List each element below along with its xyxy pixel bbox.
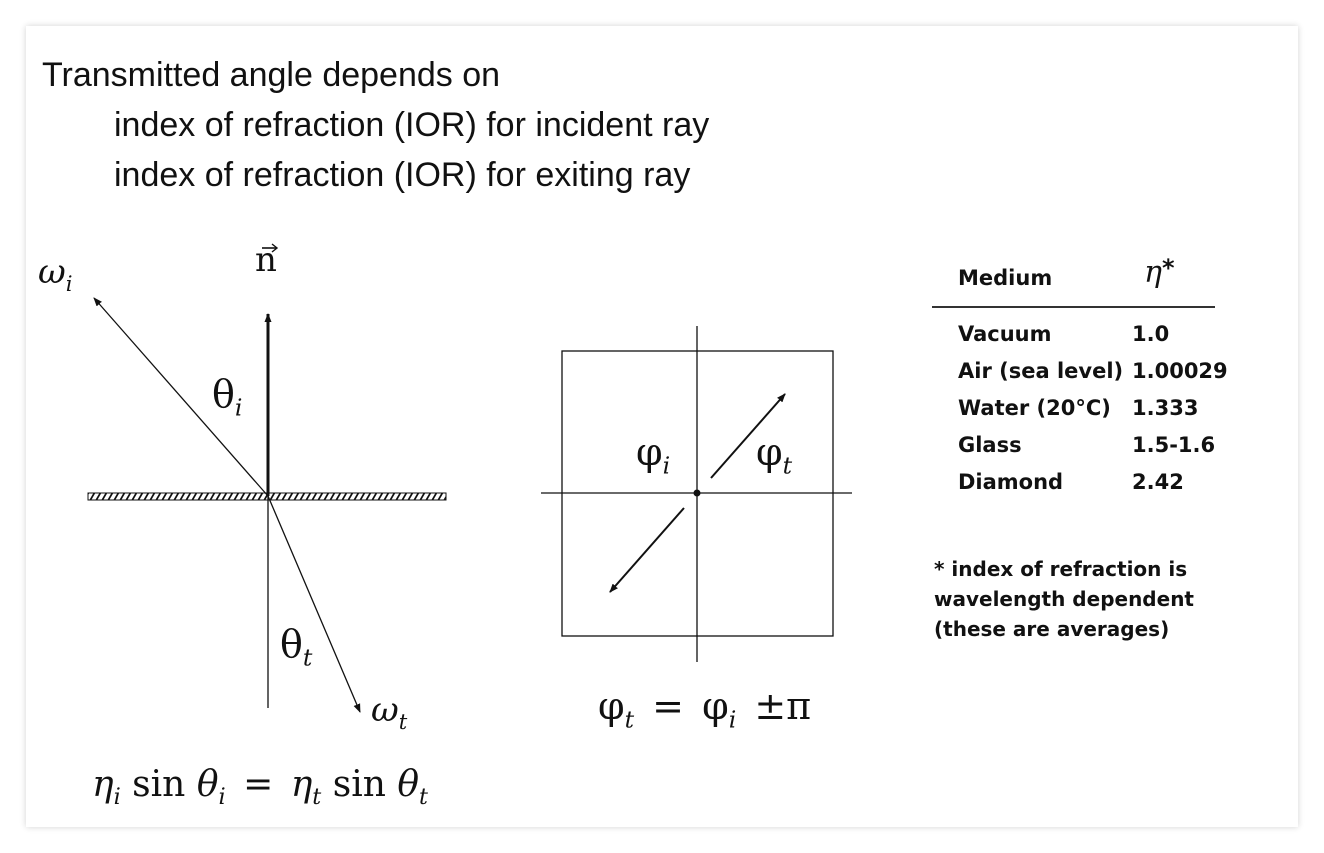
theta-t-label: $\theta_t$	[280, 622, 313, 672]
origin-dot	[694, 490, 701, 497]
table-row	[932, 322, 1232, 359]
table-row	[932, 433, 1232, 470]
ior-footnote	[934, 554, 1194, 644]
table-row	[932, 359, 1232, 396]
snells-law-equation: $\eta_i$ $\sin \theta_i = \eta_t$ $\sin \theta_t$	[92, 764, 429, 811]
table-row	[932, 396, 1232, 433]
eta-cell: 2.42	[1132, 470, 1184, 494]
azimuth-equation: $\varphi_t = \varphi_i \pm\pi$	[598, 684, 812, 734]
theta-i-label: $\theta_i$	[212, 372, 243, 422]
slide	[26, 26, 1298, 827]
phi-i-arrow	[610, 508, 684, 592]
ior-table-header	[932, 252, 1215, 308]
medium-column-header: Medium	[958, 266, 1053, 290]
table-row	[932, 470, 1232, 507]
medium-cell: Diamond	[958, 470, 1064, 494]
eta-column-header: η*	[1144, 254, 1175, 290]
transmitted-ray	[268, 496, 360, 712]
footnote-line: wavelength dependent	[934, 587, 1194, 611]
eta-cell: 1.333	[1132, 396, 1199, 420]
eta-cell: 1.5-1.6	[1132, 433, 1216, 457]
medium-cell: Water (20°C)	[958, 396, 1111, 420]
transmitted-omega-label: $\omega_t$	[371, 690, 408, 734]
ior-table	[932, 252, 1232, 507]
phi-t-label: $\varphi_t$	[756, 430, 793, 480]
slide-title: Transmitted angle depends on	[42, 56, 501, 94]
bullet-incident-ior: index of refraction (IOR) for incident ray	[114, 106, 710, 144]
footnote-line: (these are averages)	[934, 617, 1170, 641]
phi-i-label: $\varphi_i$	[636, 430, 671, 480]
footnote-line: * index of refraction is	[934, 557, 1188, 581]
bullet-exiting-ior: index of refraction (IOR) for exiting ray	[114, 156, 691, 194]
medium-cell: Air (sea level)	[958, 359, 1124, 383]
eta-cell: 1.00029	[1132, 359, 1228, 383]
incident-omega-label: $\omega_i$	[38, 252, 73, 296]
medium-cell: Vacuum	[958, 322, 1052, 346]
normal-vector-label: n	[255, 240, 277, 280]
eta-cell: 1.0	[1132, 322, 1170, 346]
medium-cell: Glass	[958, 433, 1022, 457]
